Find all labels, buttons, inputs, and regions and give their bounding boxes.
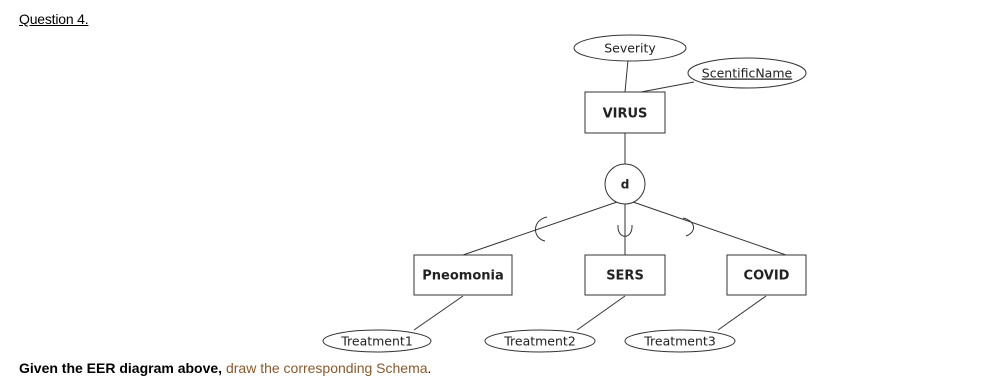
virus-label: VIRUS — [602, 106, 648, 122]
treatment2-connector — [577, 296, 625, 330]
disjoint-to-pneomonia-line — [463, 202, 617, 255]
pneomonia-entity — [414, 255, 512, 295]
instruction-text — [19, 360, 431, 376]
severity-attribute — [574, 35, 686, 61]
pneomonia-label: Pneomonia — [422, 268, 504, 284]
treatment1-label: Treatment1 — [341, 333, 413, 349]
covid-label: COVID — [743, 268, 790, 284]
sers-entity — [585, 255, 665, 295]
question-heading: Question 4. — [19, 11, 89, 27]
treatment1-connector — [414, 296, 463, 330]
treatment3-label: Treatment3 — [644, 333, 716, 349]
sers-label: SERS — [606, 268, 644, 284]
disjoint-to-covid-line — [633, 202, 786, 255]
scientificname-attribute — [688, 58, 806, 88]
treatment1-attribute — [323, 330, 431, 352]
scientificname-connector — [641, 82, 694, 92]
treatment2-attribute — [485, 330, 595, 352]
severity-connector — [625, 60, 628, 92]
disjoint-symbol: d — [620, 177, 630, 192]
treatment2-label: Treatment2 — [504, 333, 576, 349]
instruction-end: . — [427, 360, 432, 376]
virus-entity — [585, 92, 665, 133]
covid-entity — [727, 255, 806, 295]
treatment3-attribute — [625, 330, 735, 352]
instruction-bold: Given the EER diagram above, — [19, 360, 223, 376]
treatment3-connector — [718, 296, 766, 330]
instruction-accent: draw the corresponding Schema — [225, 360, 428, 376]
scientificname-key-label: ScentificName — [701, 65, 793, 81]
disjoint-circle — [605, 164, 645, 204]
severity-label: Severity — [604, 40, 656, 56]
